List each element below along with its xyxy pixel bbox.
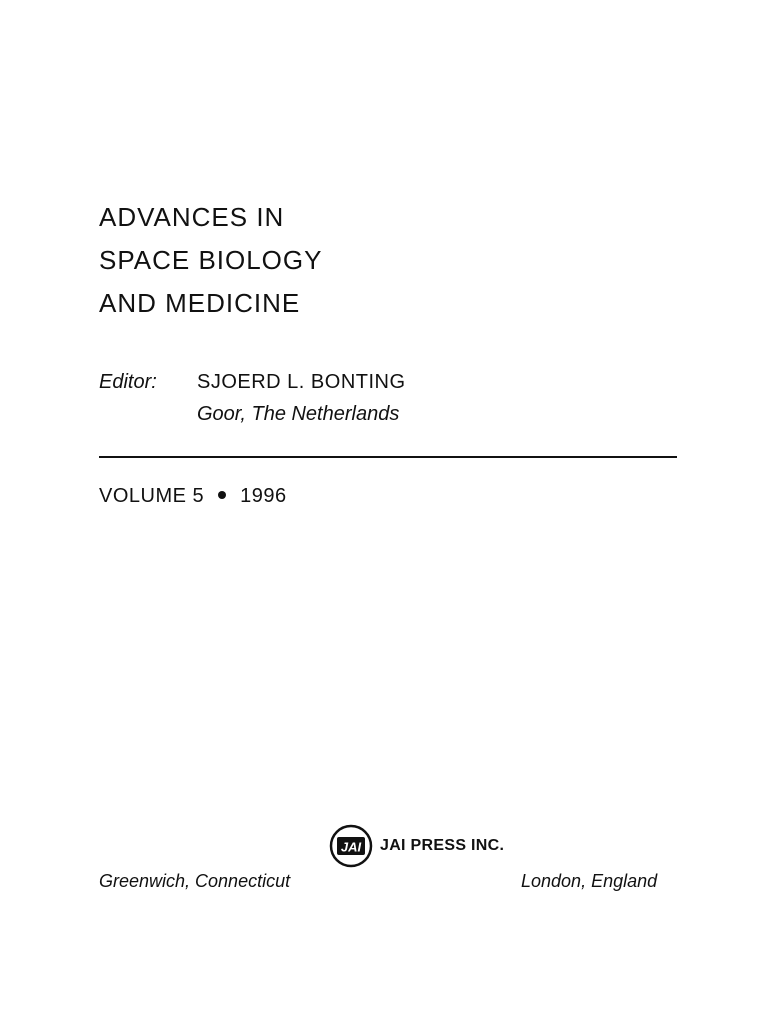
editor-location: Goor, The Netherlands [197,403,400,425]
divider-rule [99,456,677,458]
book-title [99,196,322,325]
editor-name: SJOERD L. BONTING [197,371,406,393]
publisher-name: JAI PRESS INC. [380,837,505,854]
title-line-3: AND MEDICINE [99,288,301,318]
title-line-2: SPACE BIOLOGY [99,245,323,275]
volume-label: VOLUME 5 [99,485,205,507]
title-line-1: ADVANCES IN [99,202,285,232]
place-greenwich: Greenwich, Connecticut [99,871,291,891]
volume-year: 1996 [240,485,287,507]
bullet-icon [218,491,226,499]
editor-label: Editor: [99,371,157,393]
editor-row [99,366,406,398]
logo-text: JAI [340,839,362,855]
volume-line [99,480,287,512]
editor-block [99,366,406,430]
place-london: London, England [521,871,658,891]
publisher-imprint [328,823,504,869]
jai-logo-icon [328,823,374,869]
